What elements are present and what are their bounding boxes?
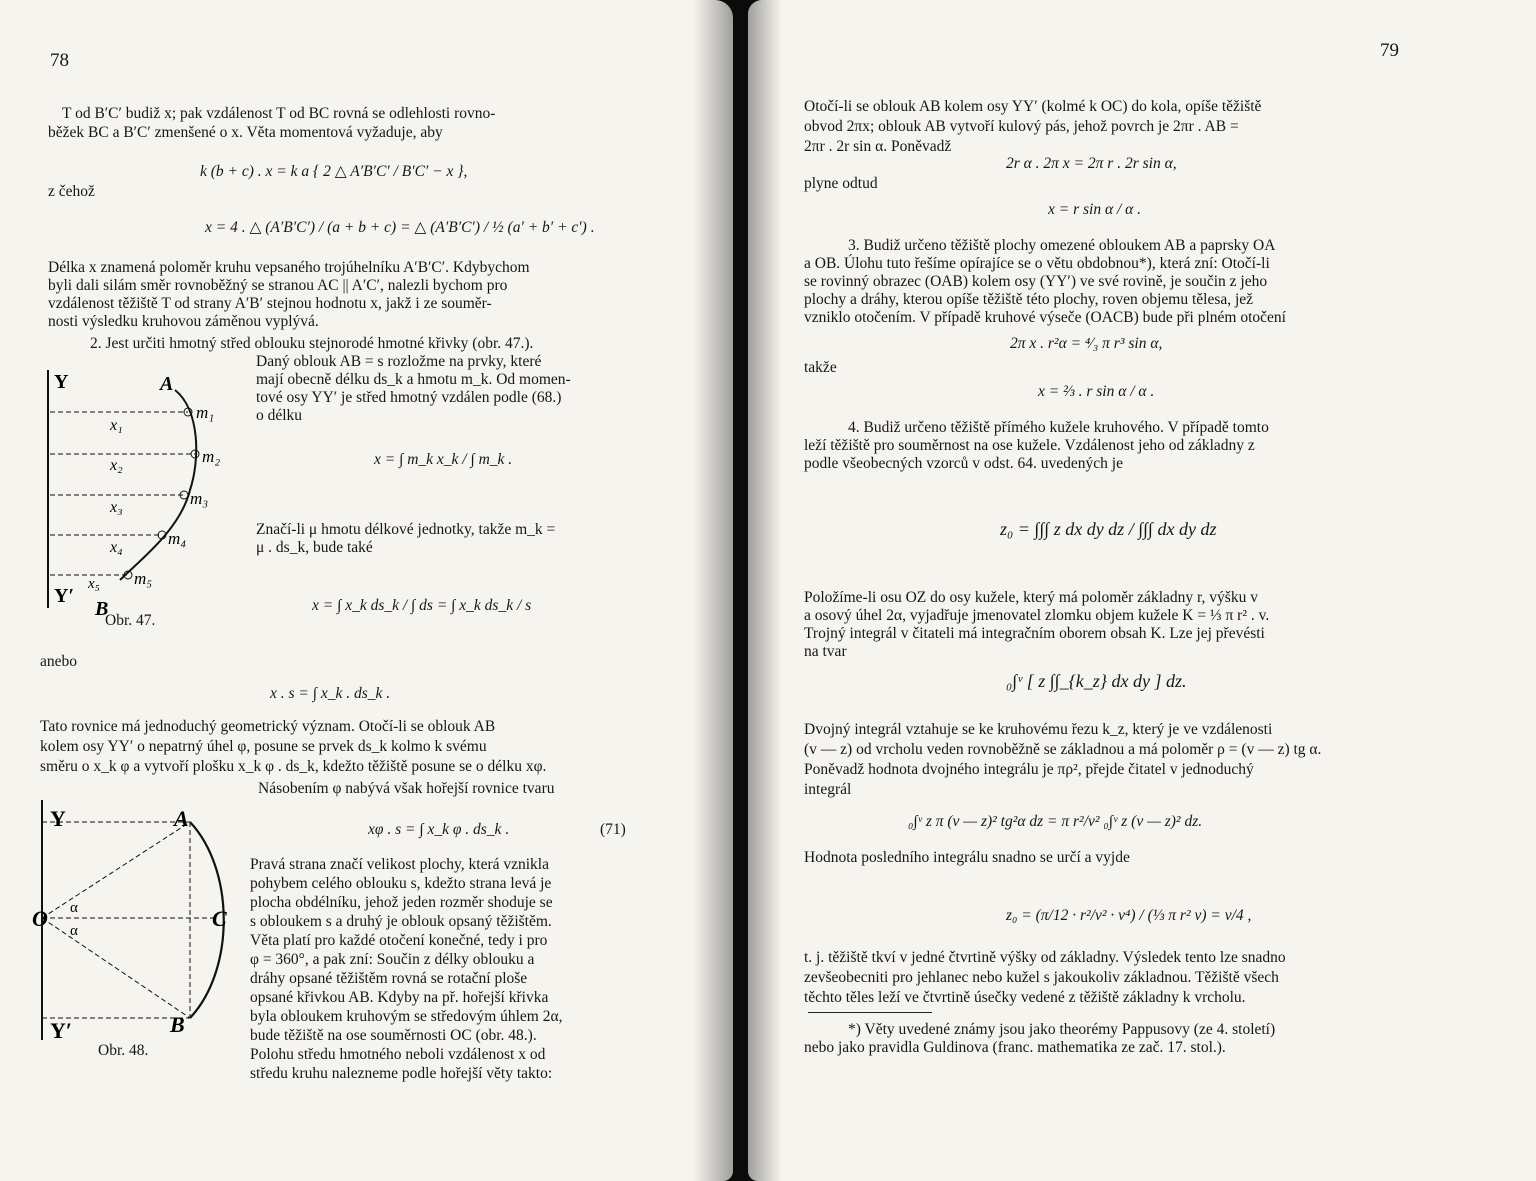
footnote-rule (808, 1012, 932, 1013)
text-line: těchto těles leží ve čtvrtině úsečky vedené z těžiště základny k vrcholu. (804, 989, 1246, 1006)
text-line: byla obloukem kruhovým se středovým úhlem 2α, (250, 1008, 563, 1025)
text-line: byli dali silám směr rovnoběžný se stranou AC || A′C′, nalezli bychom pro (48, 277, 508, 294)
fig48-label: α (70, 900, 78, 916)
text-line: a OB. Úlohu tuto řešíme opírajíce se o větu obdobnou*), která zní: Otočí-li (804, 255, 1270, 272)
text-line: Věta platí pro každé otočení konečné, tedy i pro (250, 932, 548, 949)
text-line: na tvar (804, 643, 847, 660)
text-line: plochy a dráhy, kterou opíše těžiště této plochy, roven objemu tělesa, jež (804, 291, 1254, 308)
left-page (0, 0, 733, 1181)
fig47-label: B (95, 598, 109, 620)
text-line: a osový úhel 2α, vyjadřuje jmenovatel zlomku objem kužele K = ⅓ π r² . v. (804, 607, 1270, 624)
text-line: Tato rovnice má jednoduchý geometrický význam. Otočí-li se oblouk AB (40, 718, 496, 735)
text-line: anebo (40, 653, 78, 670)
equation: z₀ = ∫∫∫ z dx dy dz / ∫∫∫ dx dy dz (1000, 519, 1217, 539)
text-line: obvod 2πx; oblouk AB vytvoří kulový pás, jehož povrch je 2πr . AB = (804, 118, 1239, 135)
figure-48 (30, 800, 255, 1050)
text-line: vzniklo otočením. V případě kruhové výseče (OACB) bude při plném otočení (804, 309, 1286, 326)
equation: x = r sin α / α . (1048, 201, 1142, 218)
text-line: bude těžiště na ose souměrnosti OC (obr. 48.). (250, 1027, 537, 1044)
text-line: Dvojný integrál vztahuje se ke kruhovému řezu k_z, který je ve vzdálenosti (804, 721, 1273, 738)
text-line: Poněvadž hodnota dvojného integrálu je πρ², přejde čitatel v jednoduchý (804, 761, 1254, 778)
gutter-shadow (748, 0, 782, 1181)
text-line: z čehož (48, 183, 95, 200)
fig47-label: x₁ (110, 417, 123, 434)
text-line: mají obecně délku ds_k a hmotu m_k. Od momen- (256, 371, 571, 388)
right-page (748, 0, 1536, 1181)
text-line: zevšeobecniti pro jehlanec nebo kužel s jakoukoliv základnou. Těžiště všech (804, 969, 1279, 986)
fig47-label: x₂ (110, 457, 123, 474)
text-line: Délka x znamená poloměr kruhu vepsaného trojúhelníku A′B′C′. Kdybychom (48, 259, 530, 276)
equation: ₀∫ᵛ z π (v — z)² tg²α dz = π r²/v² ₀∫ᵛ z (v — z)² dz. (908, 813, 1203, 830)
fig47-label: m₂ (202, 447, 221, 466)
section-heading: 4. Budiž určeno těžiště přímého kužele kruhového. V případě tomto (848, 419, 1269, 436)
text-line: pohybem celého oblouku s, kdežto strana levá je (250, 875, 552, 892)
fig47-label: Y (54, 371, 69, 393)
fig47-label: m₃ (190, 489, 209, 508)
section-heading: 3. Budiž určeno těžiště plochy omezené obloukem AB a paprsky OA (848, 237, 1276, 254)
equation: z₀ = (π/12 · r²/v² · v⁴) / (⅓ π r² v) = v/4 , (1006, 907, 1252, 924)
figure-48-caption: Obr. 48. (98, 1042, 149, 1059)
text-line: leží těžiště pro souměrnost na ose kužele. Vzdálenost jeho od základny z (804, 437, 1255, 454)
text-line: dráhy opsané těžištěm rovná se rotační ploše (250, 970, 528, 987)
text-line: se rovinný obrazec (OAB) kolem osy (YY′) ve své rovině, je součin z jeho (804, 273, 1268, 290)
fig48-label: Y′ (50, 1018, 73, 1043)
text-line: Daný oblouk AB = s rozložme na prvky, které (256, 353, 542, 370)
fig48-label: C (212, 906, 227, 931)
footnote: nebo jako pravidla Guldinova (franc. mathematika ze zač. 17. stol.). (804, 1039, 1226, 1056)
page-number: 78 (50, 50, 69, 71)
text-line: podle všeobecných vzorců v odst. 64. uvedených je (804, 455, 1123, 472)
fig47-label: A (160, 373, 174, 395)
fig47-label: m₅ (134, 569, 153, 588)
fig48-label: Y (50, 806, 66, 831)
fig48-label: B (170, 1012, 185, 1037)
text-line: opsané křivkou AB. Kdyby na př. hořejší křivka (250, 989, 549, 1006)
equation: k (b + c) . x = k a { 2 △ A′B′C′ / B′C′ − x }, (200, 163, 468, 180)
text-line: o délku (256, 407, 303, 424)
fig48-label: α (70, 923, 78, 939)
text-line: Otočí-li se oblouk AB kolem osy YY′ (kolmé k OC) do kola, opíše těžiště (804, 98, 1262, 115)
text-line: Pravá strana značí velikost plochy, která vznikla (250, 856, 549, 873)
fig47-label: Y′ (54, 585, 75, 607)
equation: x . s = ∫ x_k . ds_k . (270, 685, 391, 702)
figure-48-drawing (30, 800, 255, 1050)
text-line: směru o x_k φ a vytvoří plošku x_k φ . ds_k, kdežto těžiště posune se o délku xφ. (40, 758, 547, 775)
page-number: 79 (1380, 40, 1399, 61)
text-line: t. j. těžiště tkví v jedné čtvrtině výšky od základny. Výsledek tento lze snadno (804, 949, 1286, 966)
text-line: Trojný integrál v čitateli má integračním oborem obsah K. Lze jej převésti (804, 625, 1265, 642)
equation: 2r α . 2π x = 2π r . 2r sin α, (1006, 155, 1177, 172)
fig48-label: O (32, 906, 48, 931)
text-line: plocha obdélníku, jehož jeden rozměr shoduje se (250, 894, 553, 911)
text-line: Značí-li μ hmotu délkové jednotky, takže m_k = (256, 521, 556, 538)
text-line: nosti výsledku kruhovou záměnou vyplývá. (48, 313, 319, 330)
equation: 2π x . r²α = ⁴⁄₃ π r³ sin α, (1010, 335, 1163, 352)
fig47-label: x₃ (110, 499, 123, 516)
equation: x = ∫ m_k x_k / ∫ m_k . (374, 451, 513, 468)
fig47-label: m₄ (168, 529, 187, 548)
figure-47-caption: Obr. 47. (105, 612, 156, 629)
text-line: vzdálenost těžiště T od strany A′B′ stejnou hodnotu x, jakž i ze souměr- (48, 295, 492, 312)
fig47-label: x₅ (88, 576, 100, 592)
equation-number: (71) (600, 821, 626, 838)
text-line: Polohu středu hmotného neboli vzdálenost x od (250, 1046, 546, 1063)
equation: x = 4 . △ (A′B′C′) / (a + b + c) = △ (A′B′C′) / ½ (a′ + b′ + c′) . (205, 219, 595, 236)
text-line: běžek BC a B′C′ zmenšené o x. Věta momentová vyžaduje, aby (48, 124, 443, 141)
text-line: (v — z) od vrcholu veden rovnoběžně se základnou a má poloměr ρ = (v — z) tg α. (804, 741, 1322, 758)
text-line: Násobením φ nabývá však hořejší rovnice tvaru (258, 780, 555, 797)
section-heading: 2. Jest určiti hmotný střed oblouku stejnorodé hmotné křivky (obr. 47.). (90, 335, 534, 352)
text-line: s obloukem s a druhý je oblouk opsaný těžištěm. (250, 913, 552, 930)
gutter-shadow (693, 0, 733, 1181)
text-line: středu kruhu nalezneme podle hořejší věty takto: (250, 1065, 553, 1082)
equation: xφ . s = ∫ x_k φ . ds_k . (368, 821, 510, 838)
equation: x = ⅔ . r sin α / α . (1038, 383, 1155, 400)
text-line: T od B′C′ budiž x; pak vzdálenost T od BC rovná se odlehlosti rovno- (62, 105, 496, 122)
figure-47-drawing (40, 370, 240, 620)
text-line: μ . ds_k, bude také (256, 539, 373, 556)
text-line: 2πr . 2r sin α. Poněvadž (804, 138, 952, 155)
text-line: φ = 360°, a pak zní: Součin z délky oblouku a (250, 951, 535, 968)
equation: x = ∫ x_k ds_k / ∫ ds = ∫ x_k ds_k / s (312, 597, 532, 614)
text-line: tové osy YY′ je střed hmotný vzdálen podle (68.) (256, 389, 562, 406)
text-line: Položíme-li osu OZ do osy kužele, který má poloměr základny r, výšku v (804, 589, 1258, 606)
figure-47 (40, 370, 240, 620)
text-line: kolem osy YY′ o nepatrný úhel φ, posune se prvek ds_k kolmo k svému (40, 738, 487, 755)
fig47-label: m₁ (196, 403, 215, 422)
fig47-label: x₄ (110, 539, 123, 556)
text-line: Hodnota posledního integrálu snadno se určí a vyjde (804, 849, 1130, 866)
text-line: plyne odtud (804, 175, 878, 192)
footnote: *) Věty uvedené známy jsou jako theorémy Pappusovy (ze 4. století) (848, 1021, 1276, 1038)
text-line: takže (804, 359, 837, 376)
fig48-label: A (174, 806, 189, 831)
equation: ₀∫ᵛ [ z ∫∫_{k_z} dx dy ] dz. (1006, 671, 1187, 691)
text-line: integrál (804, 781, 852, 798)
